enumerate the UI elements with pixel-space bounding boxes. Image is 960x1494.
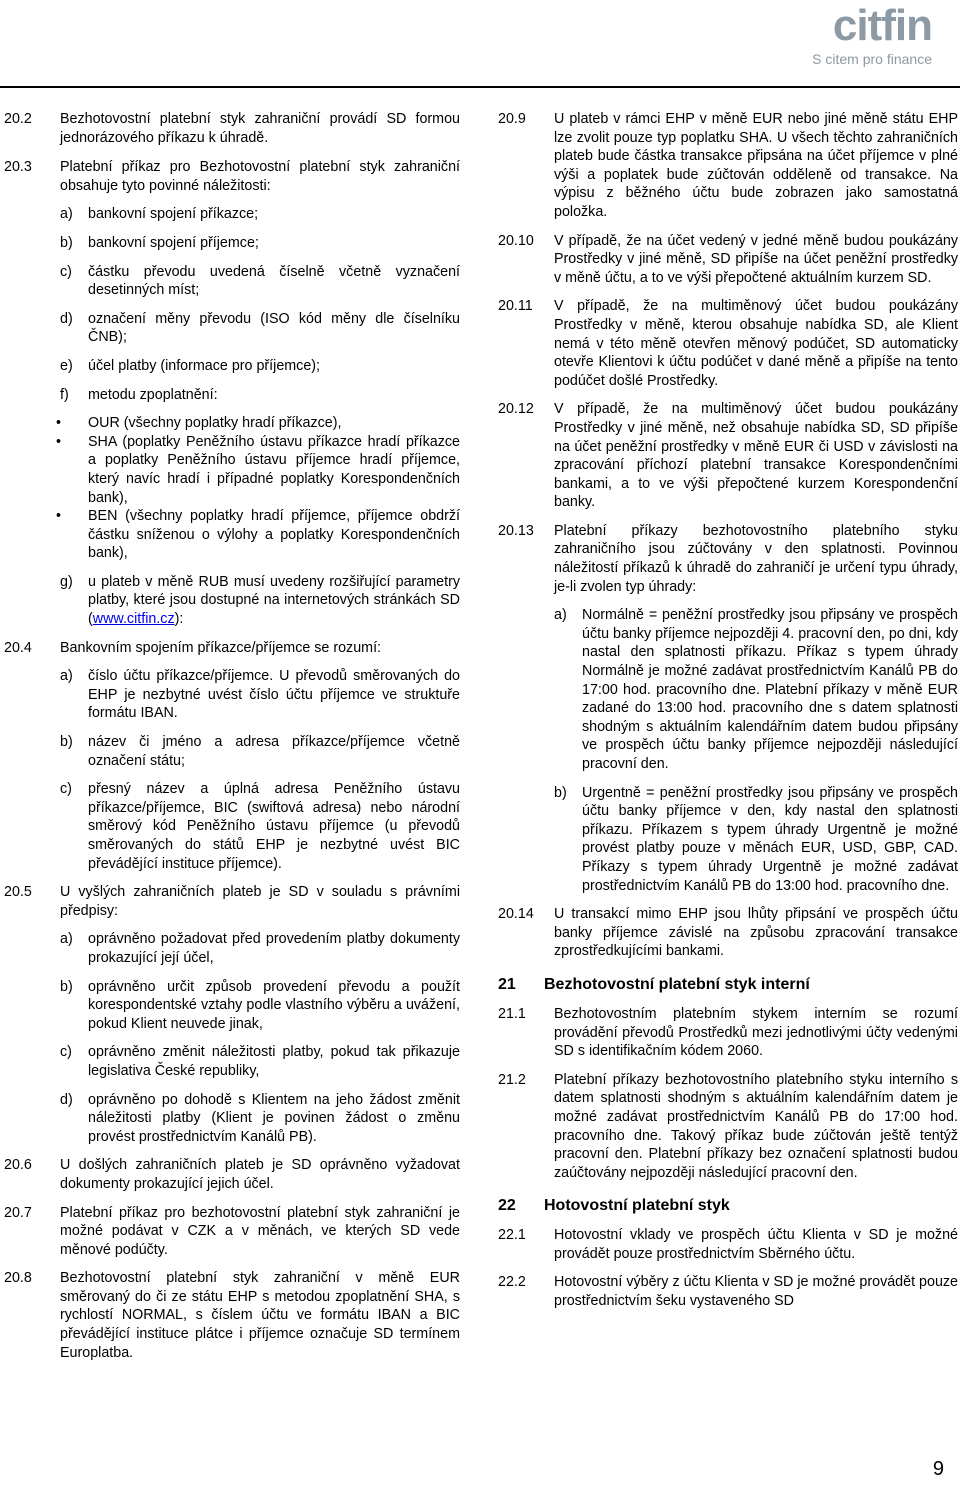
list-item <box>60 780 460 873</box>
paragraph-number: 21.1 <box>498 1005 526 1022</box>
paragraph-number: 20.5 <box>4 884 32 901</box>
item-text: oprávněno po dohodě s Klientem na jeho žádost změnit náležitosti platby (Klient je povinen žádost o změnu provést prostřednictvím Kanálů PB). <box>88 1091 460 1145</box>
item-label: b) <box>554 784 567 801</box>
paragraph-20-6 <box>4 1156 460 1193</box>
item-label: g) <box>60 573 73 590</box>
item-text: oprávněno požadovat před provedením platby dokumenty prokazující její účel, <box>88 931 460 966</box>
item-label: e) <box>60 357 73 374</box>
paragraph-20-11 <box>498 297 958 390</box>
left-column <box>4 110 460 1362</box>
paragraph-number: 20.9 <box>498 111 526 127</box>
paragraph-text: U plateb v rámci EHP v měně EUR nebo jiné měně státu EHP lze zvolit pouze typ poplatku SHA. U všech těchto zahraničních plateb bude částka transakce připsána na účet příjemce v plné výši a poplatek bude zúčtován odděleně od transakce. Na výpisu z běžného účtu bude zobrazen jako samostatná položka. <box>554 111 958 220</box>
list-item <box>60 357 460 376</box>
paragraph-text: U došlých zahraničních plateb je SD oprávněno vyžadovat dokumenty prokazující jejich účel. <box>60 1157 460 1192</box>
paragraph-number: 22.2 <box>498 1274 526 1291</box>
item-text: metodu zpoplatnění: <box>88 386 218 403</box>
paragraph-number: 20.14 <box>498 906 534 923</box>
paragraph-20-5 <box>4 883 460 920</box>
paragraph-number: 20.7 <box>4 1204 32 1221</box>
paragraph-20-13 <box>498 522 958 596</box>
item-text: bankovní spojení příkazce; <box>88 206 259 223</box>
list-item <box>60 733 460 770</box>
paragraph-text: Bankovním spojením příkazce/příjemce se rozumí: <box>60 639 382 656</box>
paragraph-21-2 <box>498 1071 958 1183</box>
paragraph-20-14 <box>498 905 958 961</box>
item-text-body: u plateb v měně RUB musí uvedeny rozšiřující parametry platby, které jsou dostupné na internetových stránkách SD ( <box>88 573 460 628</box>
item-text: oprávněno změnit náležitosti platby, pokud tak přikazuje legislativa České republiky, <box>88 1044 460 1079</box>
paragraph-text: Platební příkaz pro Bezhotovostní platební styk zahraniční obsahuje tyto povinné náležitosti: <box>60 159 460 194</box>
paragraph-text: Bezhotovostním platebním stykem interním se rozumí provádění převodů Prostředků mezi jednotlivými účty vedenými SD s identifikačním kódem 2060. <box>554 1005 958 1060</box>
bullet-text: OUR (všechny poplatky hradí příkazce), <box>88 415 342 432</box>
list-20-5 <box>4 930 460 1146</box>
logo-wordmark: citfin <box>832 1 932 50</box>
item-label: a) <box>60 206 73 223</box>
item-text: číslo účtu příkazce/příjemce. U převodů směrovaných do EHP je nezbytné uvést číslo účtu příjemce ve struktuře formátu IBAN. <box>88 668 460 722</box>
paragraph-number: 20.4 <box>4 639 32 656</box>
paragraph-number: 20.10 <box>498 232 534 249</box>
paragraph-20-9 <box>498 110 958 222</box>
item-label: d) <box>60 310 73 327</box>
list-item <box>60 930 460 967</box>
right-column <box>498 110 958 1311</box>
bullet-icon: • <box>56 433 62 450</box>
bullet-text: BEN (všechny poplatky hradí příjemce, příjemce obdrží částku sníženou o výlohy a poplatky Korespondenčních bank), <box>88 508 460 562</box>
paragraph-20-12 <box>498 400 958 512</box>
bullet-item <box>4 507 460 563</box>
paragraph-number: 20.13 <box>498 522 534 539</box>
item-text: účel platby (informace pro příjemce); <box>88 357 321 374</box>
paragraph-text: V případě, že na účet vedený v jedné měně budou poukázány Prostředky v jiné měně, SD připíše na účet peněžní prostředky v měně účtu, a to ve výši přepočtené aktuálním kurzem SD. <box>554 232 958 286</box>
bullet-item <box>4 433 460 507</box>
list-20-4 <box>4 667 460 873</box>
paragraph-text: V případě, že na multiměnový účet budou poukázány Prostředky v jiné měně, než obsahuje nabídka SD, SD připíše na účet peněžní prostředky v měně EUR či USD v závislosti na zpracování příchozí platební transakce Korespondenčními bankami, a to ve výši přepočtené kurzem Korespondenční banky. <box>554 401 958 511</box>
list-20-13 <box>498 606 958 895</box>
paragraph-20-2 <box>4 110 460 147</box>
list-item <box>554 606 958 773</box>
item-label: c) <box>60 1044 72 1061</box>
bullet-icon: • <box>56 508 62 525</box>
item-text <box>88 573 460 629</box>
paragraph-number: 21.2 <box>498 1071 526 1088</box>
paragraph-number: 20.12 <box>498 401 534 418</box>
paragraph-text: U transakcí mimo EHP jsou lhůty připsání ve prospěch účtu banky příjemce závislé na způsobu zpracování transakce zprostředkujícími bankami. <box>554 906 958 960</box>
paragraph-22-1 <box>498 1226 958 1263</box>
bullet-text: SHA (poplatky Peněžního ústavu příkazce hradí příkazce a poplatky Peněžního ústavu příjemce hradí příjemce, který navíc hradí i případné poplatky Korespondenčních bank), <box>88 433 460 506</box>
item-label: b) <box>60 234 73 251</box>
item-label: b) <box>60 978 73 995</box>
bullet-icon: • <box>56 415 62 432</box>
paragraph-number: 20.3 <box>4 159 32 176</box>
fee-method-bullets <box>4 414 460 563</box>
list-20-3 <box>4 205 460 404</box>
list-item <box>60 978 460 1034</box>
item-label: c) <box>60 263 72 280</box>
list-item <box>554 784 958 896</box>
item-label: a) <box>60 668 73 685</box>
paragraph-20-10 <box>498 232 958 288</box>
item-text: oprávněno určit způsob provedení převodu a použít korespondentské vztahy podle vlastního výběru a uvážení, pokud Klient neuvede jinak, <box>88 978 460 1032</box>
item-text: částku převodu uvedená číselně včetně vyznačení desetinných míst; <box>88 263 460 299</box>
citfin-logo <box>812 1 932 69</box>
section-heading-21 <box>498 975 958 995</box>
item-text-tail: ): <box>174 611 184 628</box>
item-text: Normálně = peněžní prostředky jsou připsány ve prospěch účtu banky příjemce nejpozději 4. pracovní den, po dni, kdy nastal den splatnosti příkazu. Příkaz s typem úhrady Normálně je možné zadávat prostřednictvím Kanálů PB do 17:00 hod. pracovního dne. Platební příkazy v měně EUR zadané do 13:00 hod. pracovního dne s datem splatnosti shodným s aktuálním kalendářním datem budou připsány ve prospěch účtu banky příjemce nejpozději následující pracovní den. <box>582 607 958 772</box>
list-item <box>60 1091 460 1147</box>
item-label: f) <box>60 386 69 403</box>
item-text: název či jméno a adresa příkazce/příjemce včetně označení státu; <box>88 734 460 769</box>
list-item-g <box>4 573 460 629</box>
paragraph-21-1 <box>498 1005 958 1061</box>
item-text: bankovní spojení příjemce; <box>88 234 259 251</box>
paragraph-number: 20.2 <box>4 111 32 127</box>
paragraph-number: 20.8 <box>4 1270 32 1287</box>
paragraph-text: Platební příkazy bezhotovostního platebního styku interního s datem splatnosti shodným s aktuálním kalendářním datem je možné zadávat prostřednictvím Kanálů PB do 17:00 hod. pracovního dne. Takový příkaz bude zúčtován ještě tentýž pracovní den. Platební příkazy bez označení splatnosti budou zaúčtovány nejpozději následující pracovní den. <box>554 1071 958 1181</box>
item-text: Urgentně = peněžní prostředky jsou připsány ve prospěch účtu banky příjemce v den, kdy nastal den splatnosti příkazu. Příkazem s typem úhrady Urgentně je možné provést platby pouze v měnách EUR, USD, GBP, CAD. Příkazy s typem úhrady Urgentně je možné zadávat prostřednictvím Kanálů PB do 13:00 hod. pracovního dne. <box>582 784 958 894</box>
logo-tagline: S citem pro finance <box>812 51 932 67</box>
section-heading-22 <box>498 1196 958 1216</box>
item-label: a) <box>554 607 567 624</box>
paragraph-text: Bezhotovostní platební styk zahraniční provádí SD formou jednorázového příkazu k úhradě. <box>60 111 460 146</box>
list-item <box>60 310 460 347</box>
header-rule <box>0 86 960 88</box>
list-item <box>60 234 460 253</box>
list-item <box>60 263 460 300</box>
bullet-item <box>4 414 460 433</box>
paragraph-text: Hotovostní výběry z účtu Klienta v SD je možné provádět pouze prostřednictvím šeku vystaveného SD <box>554 1274 958 1310</box>
section-number: 22 <box>498 1197 516 1215</box>
paragraph-text: Bezhotovostní platební styk zahraniční v měně EUR směrovaný do či ze státu EHP s metodou zpoplatnění SHA, s rychlostí NORMAL, s číslem účtu ve formátu IBAN a BIC převádějící instituce plátce i příjemce označuje SD termínem Europlatba. <box>60 1270 460 1361</box>
paragraph-20-4 <box>4 639 460 658</box>
item-label: b) <box>60 734 73 751</box>
list-item <box>60 205 460 224</box>
item-text: přesný název a úplná adresa Peněžního ústavu příkazce/příjemce, BIC (swiftová adresa) nebo národní směrový kód Peněžního ústavu příjemce (u převodů směrovaných do států EHP je nezbytné uvést BIC převádějící instituce příjemce). <box>88 781 460 872</box>
paragraph-text: U vyšlých zahraničních plateb je SD v souladu s právními předpisy: <box>60 884 460 919</box>
list-item <box>60 573 460 629</box>
paragraph-number: 20.11 <box>498 298 533 315</box>
section-number: 21 <box>498 975 516 993</box>
item-label: a) <box>60 931 73 948</box>
paragraph-20-3 <box>4 158 460 195</box>
paragraph-text: Platební příkazy bezhotovostního platebního styku zahraničního jsou zúčtovány v den splatnosti. Povinnou náležitostí příkazů k úhradě do zahraničí je určení typu úhrady, je-li zvolen typ úhrady: <box>554 522 958 595</box>
item-label: c) <box>60 781 72 798</box>
section-title: Hotovostní platební styk <box>544 1197 730 1215</box>
page-number: 9 <box>932 1458 944 1480</box>
list-item <box>60 667 460 723</box>
paragraph-20-8 <box>4 1269 460 1362</box>
list-item <box>60 1043 460 1080</box>
item-text: označení měny převodu (ISO kód měny dle číselníku ČNB); <box>88 310 460 346</box>
paragraph-number: 20.6 <box>4 1157 32 1174</box>
paragraph-text: Platební příkaz pro bezhotovostní platební styk zahraniční je možné podávat v CZK a v měnách, ve kterých SD vede měnové podúčty. <box>60 1204 460 1258</box>
item-label: d) <box>60 1091 73 1108</box>
list-item <box>60 386 460 405</box>
paragraph-20-7 <box>4 1204 460 1260</box>
paragraph-text: V případě, že na multiměnový účet budou poukázány Prostředky v měně, kterou obsahuje nabídka SD, ale Klient nemá v této měně otevřen měnový podúčet, SD automaticky otevře Klientovi k účtu podúčet v dané měně a připíše na tento podúčet došlé Prostředky. <box>554 298 958 389</box>
paragraph-number: 22.1 <box>498 1227 526 1244</box>
paragraph-22-2 <box>498 1273 958 1310</box>
website-link[interactable]: www.citfin.cz <box>92 611 175 628</box>
section-title: Bezhotovostní platební styk interní <box>544 975 810 993</box>
paragraph-text: Hotovostní vklady ve prospěch účtu Klienta v SD je možné provádět pouze prostřednictvím Sběrného účtu. <box>554 1227 958 1262</box>
